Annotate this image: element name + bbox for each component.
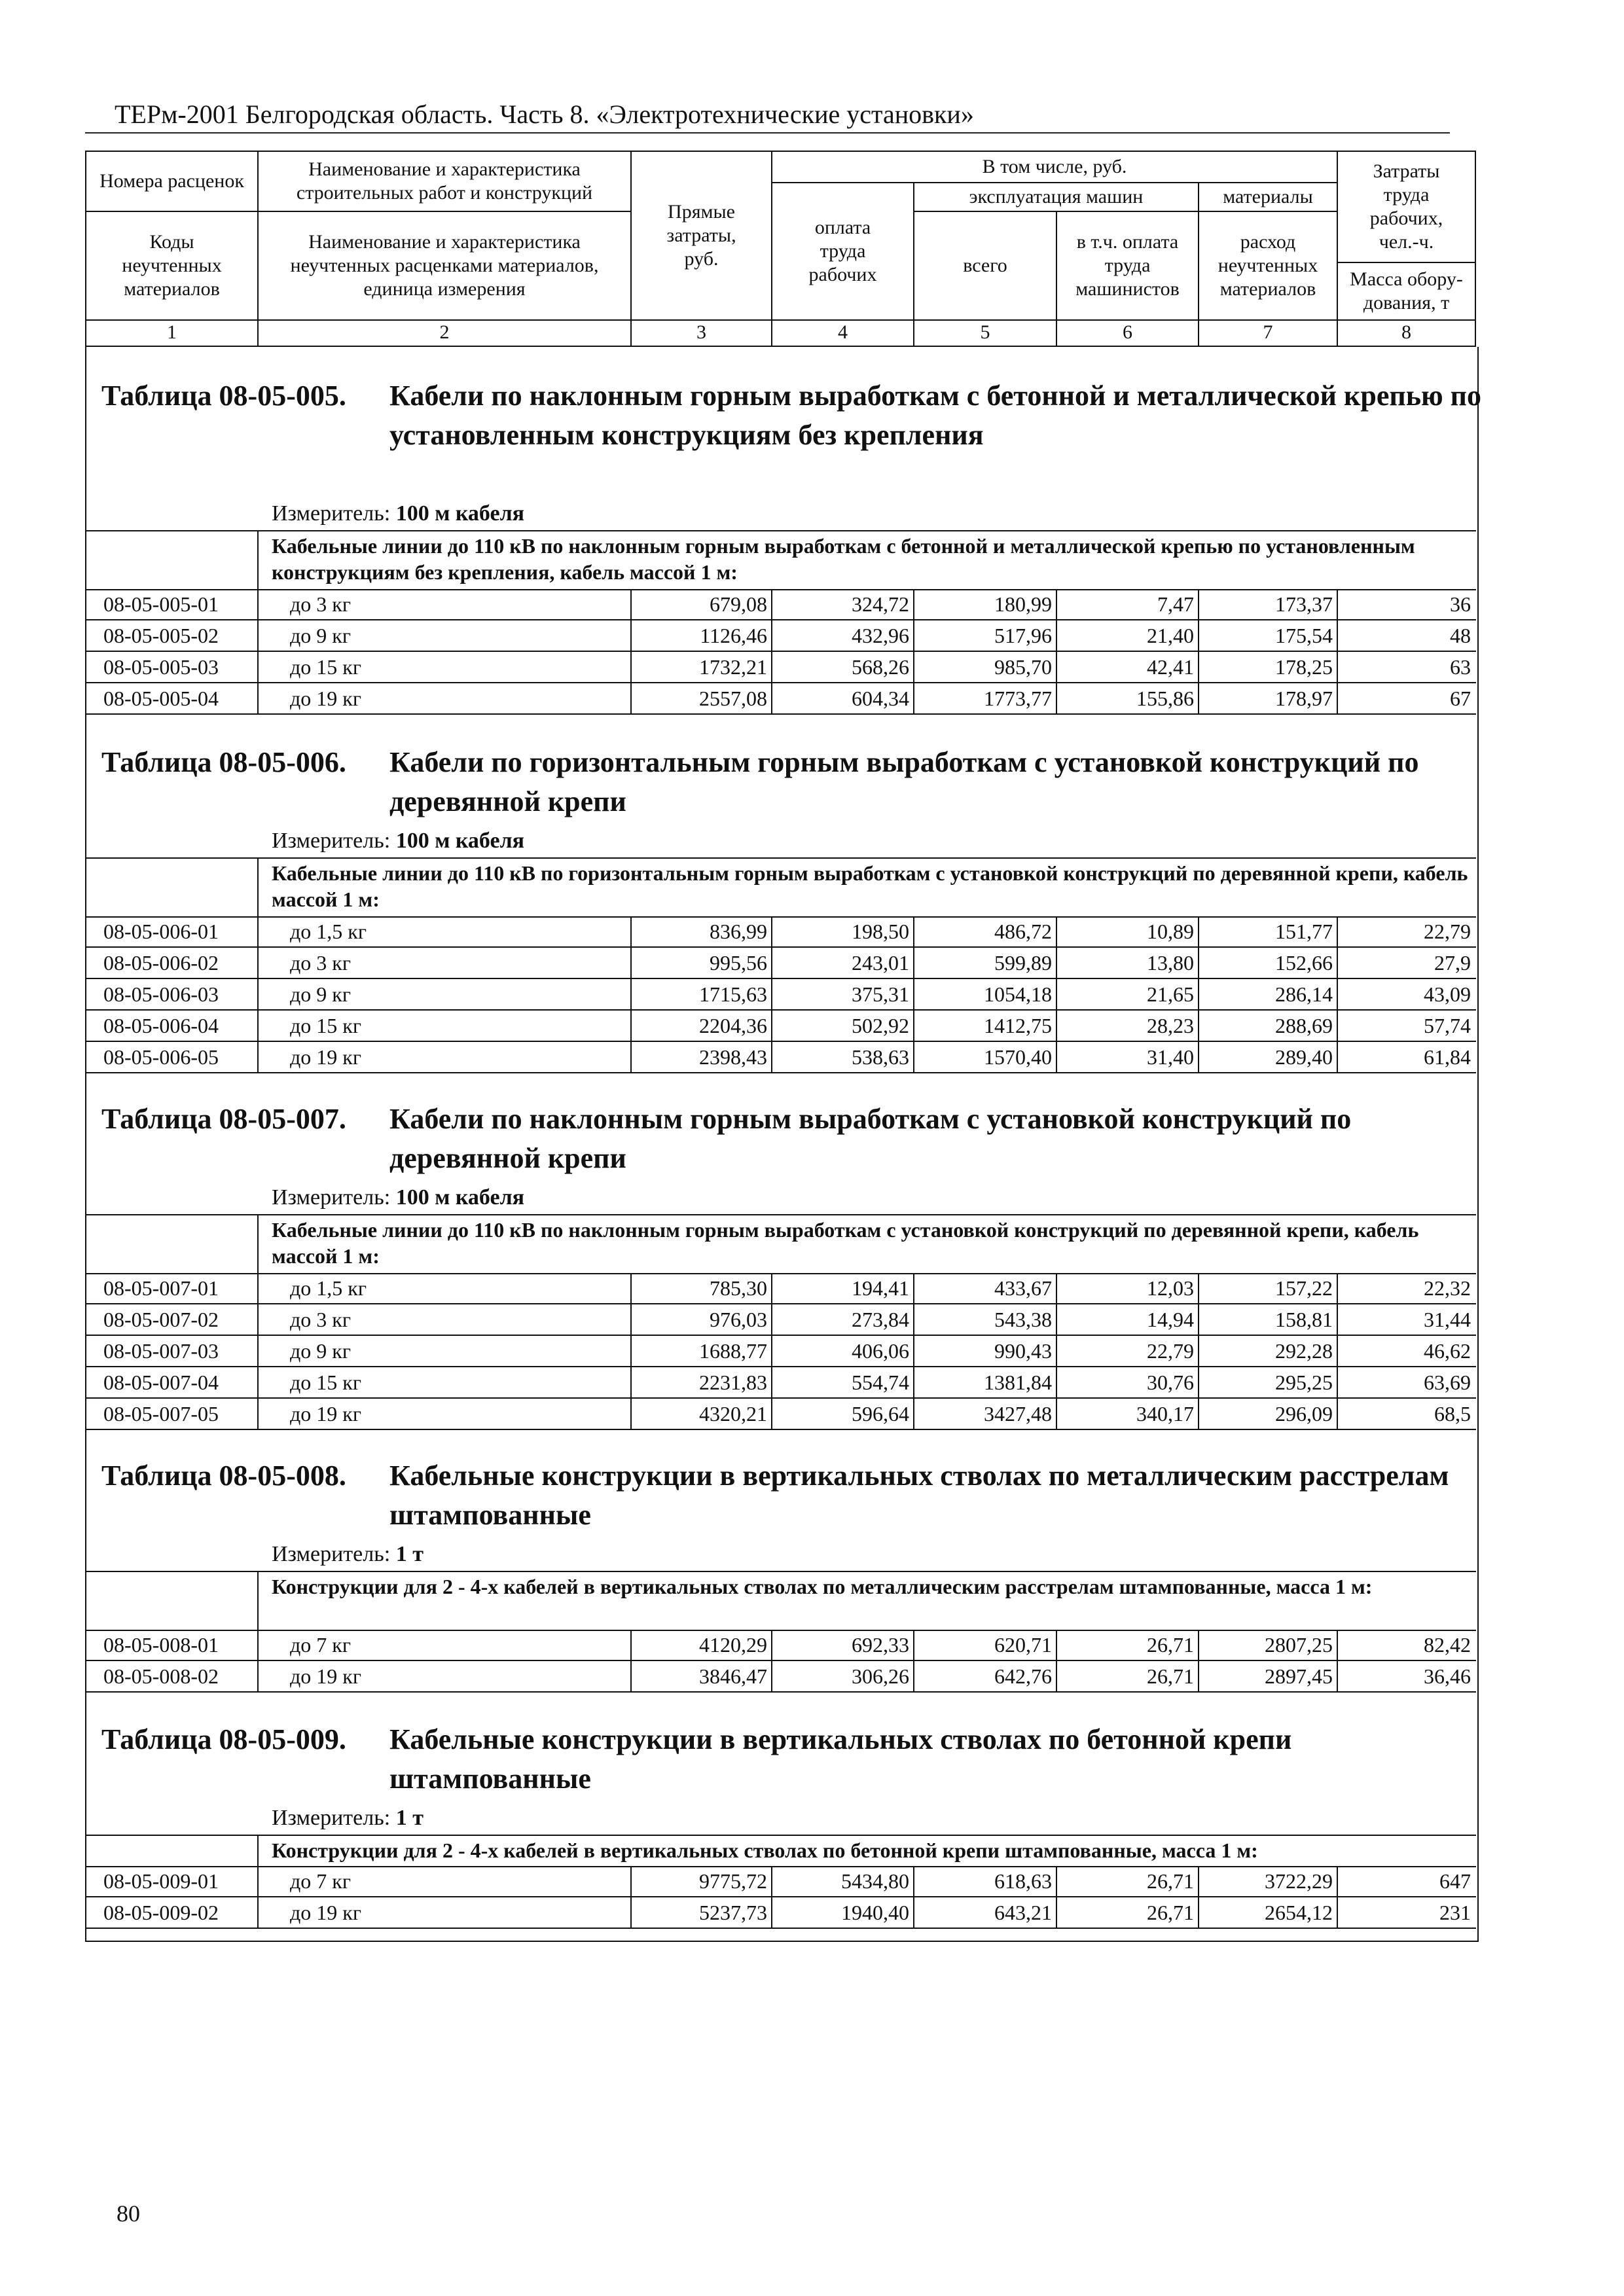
machines-total: 486,72: [994, 920, 1052, 943]
meter: [272, 501, 524, 527]
col-number-2: 2: [439, 321, 450, 343]
direct-costs: 1126,46: [700, 624, 767, 647]
materials: 286,14: [1275, 982, 1333, 1006]
machines-total: 1054,18: [984, 982, 1052, 1006]
meter-value: 1 т: [395, 1542, 424, 1566]
group-header: [85, 1571, 1476, 1631]
table-name: Кабели по наклонным горным выработкам с установкой конструкций по деревянной крепи: [389, 1103, 1352, 1174]
table-row: [85, 1866, 1476, 1897]
materials: 157,22: [1275, 1276, 1333, 1300]
rate-name: до 19 кг: [290, 1901, 361, 1924]
machinist-pay: 31,40: [1147, 1045, 1194, 1069]
labor-pay: 554,74: [852, 1371, 909, 1394]
meter-label: Измеритель:: [272, 1806, 391, 1830]
table-name: Кабели по горизонтальным горным выработкам с установкой конструкций по деревянной крепи: [389, 746, 1419, 817]
labor-hours: 63,69: [1424, 1371, 1471, 1394]
table-row: [85, 1273, 1476, 1304]
materials: 296,09: [1275, 1402, 1333, 1426]
machines-total: 618,63: [994, 1869, 1052, 1893]
direct-costs: 4120,29: [699, 1633, 767, 1657]
group-header: [85, 1214, 1476, 1274]
meter: [272, 1541, 424, 1568]
machinist-pay: 22,79: [1147, 1339, 1194, 1363]
rate-code: 08-05-006-01: [103, 920, 219, 943]
rate-name: до 1,5 кг: [290, 1276, 367, 1300]
rate-name: до 7 кг: [290, 1869, 351, 1893]
rate-name: до 3 кг: [290, 951, 351, 975]
labor-hours: 63: [1450, 655, 1471, 679]
direct-costs: 3846,47: [699, 1664, 767, 1688]
labor-hours: 57,74: [1424, 1014, 1471, 1037]
direct-costs: 679,08: [710, 592, 767, 616]
machinist-pay: 26,71: [1147, 1633, 1194, 1657]
labor-pay: 5434,80: [841, 1869, 909, 1893]
table-number: Таблица 08-05-007.: [101, 1103, 346, 1135]
group-header: [85, 857, 1476, 918]
direct-costs: 1732,21: [699, 655, 767, 679]
col-number-7: 7: [1263, 321, 1273, 343]
rate-code: 08-05-006-04: [103, 1014, 219, 1037]
rate-code: 08-05-007-01: [103, 1276, 219, 1300]
rate-code: 08-05-006-05: [103, 1045, 219, 1069]
labor-pay: 198,50: [852, 920, 909, 943]
materials: 289,40: [1275, 1045, 1333, 1069]
table-row: [85, 1661, 1476, 1693]
machines-total: 1570,40: [984, 1045, 1052, 1069]
page-header-title: ТЕРм-2001 Белгородская область. Часть 8. «Электротехнические установки»: [115, 99, 974, 129]
col-number-1: 1: [167, 321, 177, 343]
table-row: [85, 652, 1476, 683]
col-number-3: 3: [696, 321, 706, 343]
meter-label: Измеритель:: [272, 501, 391, 526]
header-work-name: Наименование и характеристика строительных работ и конструкций: [296, 158, 593, 204]
rate-code: 08-05-008-02: [103, 1664, 219, 1688]
table-name: Кабельные конструкции в вертикальных стволах по бетонной крепи штампованные: [389, 1723, 1292, 1795]
meter-label: Измеритель:: [272, 1542, 391, 1566]
meter: [272, 1805, 424, 1831]
direct-costs: 9775,72: [699, 1869, 767, 1893]
rate-code: 08-05-006-02: [103, 951, 219, 975]
direct-costs: 2398,43: [699, 1045, 767, 1069]
direct-costs: 995,56: [710, 951, 767, 975]
group-text: Кабельные линии до 110 кВ по наклонным горным выработкам с установкой конструкций по деревянной крепи, кабель массой 1 м:: [272, 1218, 1419, 1268]
labor-hours: 68,5: [1434, 1402, 1471, 1426]
machines-total: 180,99: [994, 592, 1052, 616]
table-row: [85, 916, 1476, 948]
labor-hours: 36: [1450, 592, 1471, 616]
labor-pay: 243,01: [852, 951, 909, 975]
rate-name: до 15 кг: [290, 1371, 361, 1394]
machinist-pay: 7,47: [1157, 592, 1194, 616]
labor-hours: 22,79: [1424, 920, 1471, 943]
machines-total: 3427,48: [984, 1402, 1052, 1426]
machinist-pay: 14,94: [1147, 1308, 1194, 1331]
rate-code: 08-05-005-04: [103, 687, 219, 710]
group-text: Конструкции для 2 - 4-х кабелей в вертикальных стволах по металлическим расстрелам штампованные, масса 1 м:: [272, 1575, 1373, 1598]
rate-name: до 9 кг: [290, 624, 351, 647]
machinist-pay: 340,17: [1136, 1402, 1194, 1426]
rate-code: 08-05-007-04: [103, 1371, 219, 1394]
machinist-pay: 13,80: [1147, 951, 1194, 975]
labor-pay: 406,06: [852, 1339, 909, 1363]
labor-pay: 692,33: [852, 1633, 909, 1657]
machinist-pay: 10,89: [1147, 920, 1194, 943]
rate-name: до 3 кг: [290, 1308, 351, 1331]
machinist-pay: 21,40: [1147, 624, 1194, 647]
labor-pay: 538,63: [852, 1045, 909, 1069]
rate-code: 08-05-007-02: [103, 1308, 219, 1331]
materials: 158,81: [1275, 1308, 1333, 1331]
labor-hours: 61,84: [1424, 1045, 1471, 1069]
table-title: [101, 743, 1483, 821]
header-labor-hours: Затраты труда рабочих, чел.-ч.: [1369, 160, 1443, 253]
machines-total: 1412,75: [984, 1014, 1052, 1037]
table-name: Кабели по наклонным горным выработкам с бетонной и металлической крепью по установленным конструкциям без крепления: [389, 380, 1481, 451]
column-header: [85, 151, 1476, 347]
machines-total: 985,70: [994, 655, 1052, 679]
table-row: [85, 683, 1476, 715]
meter-value: 1 т: [395, 1806, 424, 1830]
machinist-pay: 26,71: [1147, 1664, 1194, 1688]
table-row: [85, 1367, 1476, 1399]
labor-hours: 48: [1450, 624, 1471, 647]
header-material-name: Наименование и характеристика неучтенных расценками материалов, единица измерения: [290, 231, 599, 300]
table-row: [85, 1336, 1476, 1367]
rate-code: 08-05-009-02: [103, 1901, 219, 1924]
direct-costs: 2204,36: [699, 1014, 767, 1037]
meter-value: 100 м кабеля: [395, 829, 525, 853]
labor-hours: 36,46: [1424, 1664, 1471, 1688]
meter: [272, 1185, 524, 1211]
machines-total: 990,43: [994, 1339, 1052, 1363]
machinist-pay: 26,71: [1147, 1901, 1194, 1924]
rate-name: до 19 кг: [290, 1045, 361, 1069]
labor-hours: 231: [1439, 1901, 1471, 1924]
machinist-pay: 155,86: [1136, 687, 1194, 710]
header-material-codes: Коды неучтенных материалов: [122, 231, 222, 300]
materials: 2897,45: [1265, 1664, 1333, 1688]
labor-pay: 1940,40: [841, 1901, 909, 1924]
machines-total: 517,96: [994, 624, 1052, 647]
table-number: Таблица 08-05-009.: [101, 1723, 346, 1755]
labor-hours: 647: [1439, 1869, 1471, 1893]
materials: 151,77: [1275, 920, 1333, 943]
rate-name: до 19 кг: [290, 687, 361, 710]
header-equipment-mass: Масса обору-дования, т: [1350, 268, 1463, 314]
rate-name: до 15 кг: [290, 655, 361, 679]
labor-hours: 22,32: [1424, 1276, 1471, 1300]
machines-total: 1773,77: [984, 687, 1052, 710]
labor-pay: 502,92: [852, 1014, 909, 1037]
rate-name: до 7 кг: [290, 1633, 351, 1657]
meter-value: 100 м кабеля: [395, 501, 525, 526]
machinist-pay: 12,03: [1147, 1276, 1194, 1300]
table-row: [85, 589, 1476, 620]
direct-costs: 1715,63: [699, 982, 767, 1006]
header-machinist-pay: в т.ч. оплата труда машинистов: [1075, 231, 1180, 300]
table-title: [101, 1456, 1483, 1535]
materials: 288,69: [1275, 1014, 1333, 1037]
machinist-pay: 30,76: [1147, 1371, 1194, 1394]
machines-total: 1381,84: [984, 1371, 1052, 1394]
labor-pay: 273,84: [852, 1308, 909, 1331]
meter-value: 100 м кабеля: [395, 1185, 525, 1210]
header-unaccounted-materials: расход неучтенных материалов: [1218, 231, 1318, 300]
rate-code: 08-05-005-03: [103, 655, 219, 679]
labor-pay: 432,96: [852, 624, 909, 647]
header-labor-pay: оплата труда рабочих: [808, 217, 877, 285]
labor-hours: 43,09: [1424, 982, 1471, 1006]
direct-costs: 785,30: [710, 1276, 767, 1300]
group-header: [85, 1835, 1476, 1867]
labor-hours: 27,9: [1434, 951, 1471, 975]
labor-pay: 568,26: [852, 655, 909, 679]
direct-costs: 2557,08: [699, 687, 767, 710]
group-text: Кабельные линии до 110 кВ по горизонтальным горным выработкам с установкой конструкций по деревянной крепи, кабель массой 1 м:: [272, 861, 1468, 911]
table-number: Таблица 08-05-006.: [101, 746, 346, 778]
rate-name: до 1,5 кг: [290, 920, 367, 943]
machines-total: 642,76: [994, 1664, 1052, 1688]
machines-total: 643,21: [994, 1901, 1052, 1924]
labor-pay: 596,64: [852, 1402, 909, 1426]
table-title: [101, 376, 1483, 494]
labor-hours: 31,44: [1424, 1308, 1471, 1331]
direct-costs: 1688,77: [699, 1339, 767, 1363]
table-number: Таблица 08-05-008.: [101, 1460, 346, 1492]
header-rate-numbers: Номера расценок: [99, 170, 244, 192]
materials: 152,66: [1275, 951, 1333, 975]
table-title: [101, 1100, 1483, 1178]
meter-label: Измеритель:: [272, 829, 391, 853]
materials: 2807,25: [1265, 1633, 1333, 1657]
table-row: [85, 1897, 1476, 1929]
materials: 178,97: [1275, 687, 1333, 710]
materials: 173,37: [1275, 592, 1333, 616]
page-number: 80: [117, 2200, 140, 2227]
rate-code: 08-05-007-03: [103, 1339, 219, 1363]
table-row: [85, 1399, 1476, 1430]
materials: 2654,12: [1265, 1901, 1333, 1924]
labor-pay: 306,26: [852, 1664, 909, 1688]
table-row: [85, 1304, 1476, 1336]
table-row: [85, 1630, 1476, 1661]
header-machines: эксплуатация машин: [969, 186, 1144, 207]
direct-costs: 4320,21: [699, 1402, 767, 1426]
machinist-pay: 26,71: [1147, 1869, 1194, 1893]
labor-pay: 194,41: [852, 1276, 909, 1300]
group-text: Конструкции для 2 - 4-х кабелей в вертикальных стволах по бетонной крепи штампованные, масса 1 м:: [272, 1839, 1258, 1862]
table-row: [85, 1042, 1476, 1073]
header-materials: материалы: [1223, 186, 1313, 207]
col-number-6: 6: [1123, 321, 1132, 343]
table-row: [85, 948, 1476, 979]
direct-costs: 836,99: [710, 920, 767, 943]
header-direct-costs: Прямые затраты, руб.: [666, 201, 736, 270]
rate-code: 08-05-008-01: [103, 1633, 219, 1657]
col-number-4: 4: [838, 321, 848, 343]
labor-pay: 375,31: [852, 982, 909, 1006]
header-including: В том числе, руб.: [982, 156, 1127, 177]
labor-pay: 604,34: [852, 687, 909, 710]
direct-costs: 5237,73: [699, 1901, 767, 1924]
rate-code: 08-05-009-01: [103, 1869, 219, 1893]
materials: 292,28: [1275, 1339, 1333, 1363]
rate-name: до 19 кг: [290, 1664, 361, 1688]
header-machines-total: всего: [963, 255, 1007, 276]
table-row: [85, 620, 1476, 652]
machines-total: 433,67: [994, 1276, 1052, 1300]
labor-hours: 67: [1450, 687, 1471, 710]
machinist-pay: 28,23: [1147, 1014, 1194, 1037]
header-divider: [85, 132, 1450, 134]
labor-pay: 324,72: [852, 592, 909, 616]
rate-name: до 9 кг: [290, 1339, 351, 1363]
table-title: [101, 1720, 1483, 1799]
meter-label: Измеритель:: [272, 1185, 391, 1210]
rate-name: до 9 кг: [290, 982, 351, 1006]
materials: 295,25: [1275, 1371, 1333, 1394]
machines-total: 543,38: [994, 1308, 1052, 1331]
meter: [272, 828, 524, 854]
direct-costs: 2231,83: [699, 1371, 767, 1394]
direct-costs: 976,03: [710, 1308, 767, 1331]
materials: 175,54: [1275, 624, 1333, 647]
table-number: Таблица 08-05-005.: [101, 380, 346, 412]
materials: 3722,29: [1265, 1869, 1333, 1893]
rate-name: до 19 кг: [290, 1402, 361, 1426]
col-number-8: 8: [1401, 321, 1411, 343]
col-number-5: 5: [980, 321, 990, 343]
group-text: Кабельные линии до 110 кВ по наклонным горным выработкам с бетонной и металлической крепью по установленным конструкциям без крепления, кабель массой 1 м:: [272, 534, 1415, 584]
materials: 178,25: [1275, 655, 1333, 679]
labor-hours: 46,62: [1424, 1339, 1471, 1363]
table-row: [85, 979, 1476, 1011]
rate-name: до 3 кг: [290, 592, 351, 616]
table-name: Кабельные конструкции в вертикальных стволах по металлическим расстрелам штампованные: [389, 1460, 1449, 1531]
group-header: [85, 530, 1476, 590]
rate-code: 08-05-005-01: [103, 592, 219, 616]
machines-total: 620,71: [994, 1633, 1052, 1657]
table-row: [85, 1011, 1476, 1042]
rate-code: 08-05-007-05: [103, 1402, 219, 1426]
rate-code: 08-05-006-03: [103, 982, 219, 1006]
machines-total: 599,89: [994, 951, 1052, 975]
machinist-pay: 42,41: [1147, 655, 1194, 679]
rate-name: до 15 кг: [290, 1014, 361, 1037]
labor-hours: 82,42: [1424, 1633, 1471, 1657]
machinist-pay: 21,65: [1147, 982, 1194, 1006]
rate-code: 08-05-005-02: [103, 624, 219, 647]
